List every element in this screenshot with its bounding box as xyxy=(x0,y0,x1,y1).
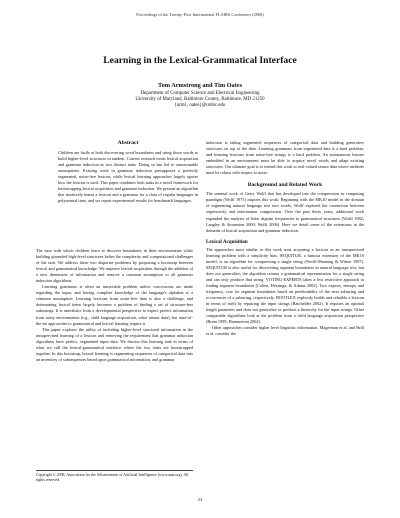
subsection-heading-lexical: Lexical Acquisition xyxy=(206,238,248,245)
intro-paragraph-3: This paper explores the utility of including higher-level structural information in the unsupervised learning of a lexicon and removing the requirement that grammar induction algorithms have perfect, segmented input data. We discuss this learning task in terms of what we call the lexical-grammatical interface where the two tasks are bootstrapped together. In this bootstrap, lexical learning is segmenting sequences of categorical data into an inventory of subsequences based upon grammatical information, and grammar xyxy=(36,326,193,362)
intro-paragraph-1: The ease with which children learn to discover boundaries in their environments while building grounded high-level structures belies the complexity and computational challenges of the task. We address these two disparate problems by proposing a bootstrap between lexical and grammatical knowledge. We improve lexical acquisition through the addition of a new dimension of information and remove a common assumption to all grammar induction algorithms. xyxy=(36,248,193,284)
affiliation-university: University of Maryland, Baltimore County, Baltimore, MD 21250 xyxy=(135,97,265,102)
section-heading-background: Background and Related Work xyxy=(247,182,323,189)
author-affiliation xyxy=(0,91,400,109)
abstract-heading: Abstract xyxy=(117,140,139,146)
abstract-section xyxy=(58,140,198,204)
intro-paragraph-2: Learning grammars is often an intractable problem unless concessions are made regarding the input, and having complete knowledge of the language's alphabet is a common assumption. Learning lexicons from noise-free data is also a challenge, and determining lexical items largely becomes a problem of finding a set of structure-less substrings. It is unrealistic from a developmental perspective to expect perfect information from noisy environments (e.g., child language acquisition, robot sensor data), but state-of-the-art approaches to grammatical and lexical learning require it. xyxy=(36,284,193,326)
paper-title: Learning in the Lexical-Grammatical Interface xyxy=(103,55,297,66)
page-number: 23 xyxy=(197,497,203,502)
introduction-column xyxy=(36,248,193,363)
affiliation-department: Department of Computer Science and Electrical Engineering xyxy=(140,91,260,96)
proceedings-header: Proceedings of the Twenty-First International FLAIRS Conference (2008) xyxy=(136,12,264,17)
lexical-paragraph-1: The approaches most similar to this work treat acquiring a lexicon as an unsupervised learning problem with a simplicity bias. SEQUITUR, a famous extension of the MK10 model, is an algorithm for compressing a single string (Nevill-Manning & Witten 1997). SEQUITUR is also useful for discovering segment boundaries in natural language text, but does not generalize; the algorithm returns a grammatical representation for a single string and can only produce that string. VOTING-EXPERTS takes a less restrictive approach to finding segment boundaries (Cohen, Heeringa, & Adams 2002). Two experts, entropy and frequency, vote for segment boundaries based on predictability of the next substring and occurrences of a substring, respectively. BOOTLEX explicitly builds and rebuilds a lexicon in terms of itself by repairing the input strings (Batchelder 2002). It requires an optimal length parameter and does not generalize or produce a hierarchy for the input strings. Other comparable algorithms look at the problem from a child language acquisition perspective (Brent 1999; Hammerton 2002). xyxy=(206,246,364,325)
lexical-paragraph-2: Other approaches consider higher level linguistic information. Magerman et al. and Brill et al. consider the xyxy=(206,325,364,337)
right-column xyxy=(206,140,364,337)
abstract-text: Children are facile at both discovering word boundaries and using those words to build higher-level structures in tandem. Current research treats lexical acquisition and grammar induction as two distinct tasks. Doing so has led to unreasonable assumptions. Existing work in grammar induction presupposes a perfectly segmented, noise-free lexicon, while lexical learning approaches largely ignore how the lexicon is used. This paper combines both tasks in a novel framework for bootstrapping lexical acquisition and grammar induction. We present an algorithm that iteratively learns a lexicon and a grammar for a class of regular languages in polynomial time, and we report experimental results for benchmark languages. xyxy=(58,150,198,204)
author-emails: {arm1, oates}@umbc.edu xyxy=(174,103,226,108)
right-paragraph-1: induction is taking segmented sequences of categorical data and building generative structures on top of the data. Learning grammars from segmented data is a hard problem, and learning lexicons from noise-free strings is a hard problem. An autonomous learner embedded in an environment must be able to acquire novel words and adapt existing structures. Our ultimate goal is to extend this work to real-valued sensor data where methods must be robust with respect to noise. xyxy=(206,140,364,176)
copyright-notice: Copyright © 2008, Association for the Advancement of Artificial Intelligence (www.aaai.org). All rights reserved. xyxy=(36,470,193,483)
background-paragraph: The seminal work of Gerry Wolff that has developed into the compression as computing paradigm (Wolff 1975) inspires this work. Beginning with the MK10 model in the domain of segmenting natural language text into words, Wolff explored the connection between expressivity and information compression. Over the past thirty years, additional work expanded the analysis of letter digram frequencies to grammatical structures (Wolff 1982; Langley & Stromsten 2000; Wolff 2006). Here we detail some of the extensions in the domains of lexical acquisition and grammar induction. xyxy=(206,191,364,233)
paper-authors: Tom Armstrong and Tim Oates xyxy=(157,82,243,89)
